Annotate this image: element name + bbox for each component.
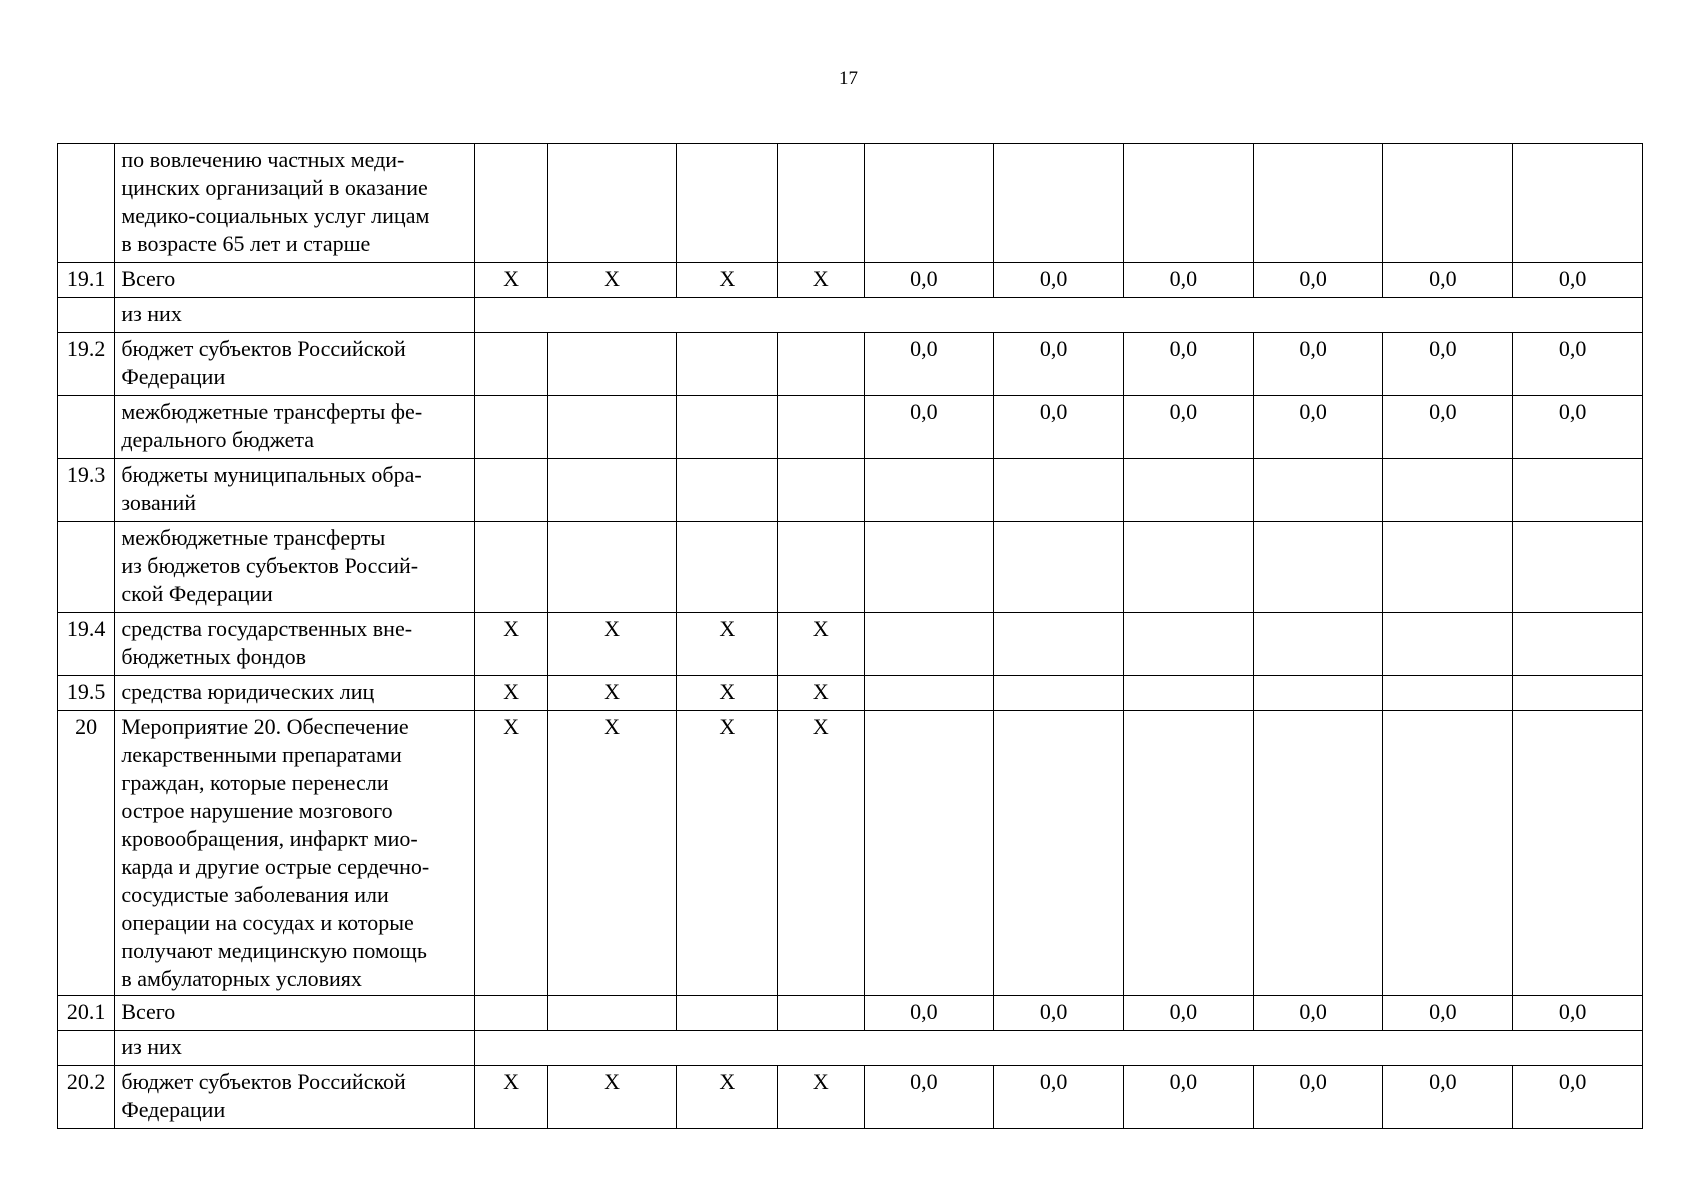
mark-cell: X	[475, 676, 547, 711]
value-cell	[1383, 144, 1513, 263]
mark-cell	[547, 522, 677, 613]
row-name-cell: по вовлечению частных меди- цинских организаций в оказание медико-социальных услуг лицам в возрасте 65 лет и старше	[115, 144, 475, 263]
table-row	[58, 396, 1643, 459]
mark-cell: X	[547, 676, 677, 711]
mark-cell	[677, 996, 778, 1031]
value-cell	[994, 144, 1124, 263]
table-row	[58, 1031, 1643, 1066]
mark-cell	[778, 333, 864, 396]
row-name-cell: средства юридических лиц	[115, 676, 475, 711]
row-number-cell: 20	[58, 711, 115, 996]
mark-cell	[547, 333, 677, 396]
value-cell: 0,0	[1124, 333, 1254, 396]
mark-cell: X	[778, 1066, 864, 1129]
value-cell	[994, 613, 1124, 676]
value-cell: 0,0	[994, 396, 1124, 459]
mark-cell: X	[547, 263, 677, 298]
mark-cell	[778, 459, 864, 522]
value-cell	[1513, 676, 1643, 711]
row-name-cell: из них	[115, 298, 475, 333]
mark-cell: X	[778, 613, 864, 676]
mark-cell	[677, 144, 778, 263]
page-number: 17	[839, 68, 858, 89]
row-name-cell: средства государственных вне- бюджетных фондов	[115, 613, 475, 676]
row-number-cell: 20.1	[58, 996, 115, 1031]
value-cell: 0,0	[994, 263, 1124, 298]
value-cell: 0,0	[994, 333, 1124, 396]
table-row	[58, 459, 1643, 522]
value-cell	[864, 613, 994, 676]
value-cell	[1513, 711, 1643, 996]
value-cell: 0,0	[1124, 1066, 1254, 1129]
value-cell	[1253, 613, 1383, 676]
value-cell: 0,0	[1513, 1066, 1643, 1129]
mark-cell	[778, 396, 864, 459]
value-cell	[1513, 459, 1643, 522]
value-cell	[1124, 459, 1254, 522]
row-number-cell: 19.2	[58, 333, 115, 396]
value-cell	[1383, 711, 1513, 996]
mark-cell: X	[547, 1066, 677, 1129]
mark-cell	[778, 144, 864, 263]
value-cell: 0,0	[994, 1066, 1124, 1129]
row-name-cell: Всего	[115, 263, 475, 298]
table-row	[58, 333, 1643, 396]
table-row	[58, 676, 1643, 711]
mark-cell: X	[475, 1066, 547, 1129]
value-cell: 0,0	[1513, 263, 1643, 298]
table-row	[58, 298, 1643, 333]
mark-cell	[677, 459, 778, 522]
mark-cell	[677, 333, 778, 396]
mark-cell	[547, 996, 677, 1031]
mark-cell: X	[547, 711, 677, 996]
mark-cell	[475, 522, 547, 613]
value-cell	[994, 676, 1124, 711]
value-cell	[1124, 613, 1254, 676]
row-number-cell: 19.5	[58, 676, 115, 711]
mark-cell: X	[677, 676, 778, 711]
value-cell	[1253, 711, 1383, 996]
mark-cell: X	[677, 1066, 778, 1129]
value-cell: 0,0	[1383, 263, 1513, 298]
mark-cell: X	[677, 613, 778, 676]
row-number-cell: 19.4	[58, 613, 115, 676]
row-name-cell: бюджеты муниципальных обра- зований	[115, 459, 475, 522]
value-cell: 0,0	[1253, 333, 1383, 396]
table-row	[58, 144, 1643, 263]
value-cell: 0,0	[1383, 396, 1513, 459]
value-cell	[994, 459, 1124, 522]
value-cell: 0,0	[1513, 996, 1643, 1031]
value-cell	[994, 522, 1124, 613]
row-name-cell: из них	[115, 1031, 475, 1066]
mark-cell: X	[475, 613, 547, 676]
value-cell: 0,0	[994, 996, 1124, 1031]
value-cell: 0,0	[864, 396, 994, 459]
mark-cell	[475, 459, 547, 522]
mark-cell	[475, 996, 547, 1031]
row-number-cell: 19.1	[58, 263, 115, 298]
value-cell	[864, 459, 994, 522]
table-row	[58, 996, 1643, 1031]
value-cell	[1124, 144, 1254, 263]
value-cell	[1124, 522, 1254, 613]
mark-cell: X	[475, 711, 547, 996]
value-cell	[864, 144, 994, 263]
mark-cell: X	[677, 711, 778, 996]
value-cell	[1253, 144, 1383, 263]
value-cell	[864, 711, 994, 996]
value-cell: 0,0	[1513, 396, 1643, 459]
row-name-cell: межбюджетные трансферты фе- дерального бюджета	[115, 396, 475, 459]
mark-cell: X	[547, 613, 677, 676]
value-cell: 0,0	[1124, 263, 1254, 298]
row-name-cell: Всего	[115, 996, 475, 1031]
mark-cell	[475, 333, 547, 396]
mark-cell	[677, 396, 778, 459]
value-cell: 0,0	[1253, 996, 1383, 1031]
table-row	[58, 522, 1643, 613]
value-cell	[1383, 613, 1513, 676]
value-cell: 0,0	[1513, 333, 1643, 396]
mark-cell: X	[778, 676, 864, 711]
value-cell: 0,0	[1253, 396, 1383, 459]
row-number-cell: 19.3	[58, 459, 115, 522]
mark-cell	[547, 396, 677, 459]
merged-empty-cell	[475, 1031, 1643, 1066]
value-cell: 0,0	[864, 333, 994, 396]
value-cell: 0,0	[1383, 333, 1513, 396]
row-number-cell	[58, 1031, 115, 1066]
value-cell: 0,0	[1124, 996, 1254, 1031]
mark-cell	[778, 522, 864, 613]
row-number-cell	[58, 298, 115, 333]
row-name-cell: межбюджетные трансферты из бюджетов субъектов Россий- ской Федерации	[115, 522, 475, 613]
value-cell: 0,0	[1124, 396, 1254, 459]
value-cell	[1383, 459, 1513, 522]
mark-cell	[547, 144, 677, 263]
row-number-cell	[58, 144, 115, 263]
row-number-cell	[58, 522, 115, 613]
value-cell	[864, 676, 994, 711]
value-cell	[1253, 522, 1383, 613]
value-cell	[1513, 522, 1643, 613]
value-cell: 0,0	[864, 1066, 994, 1129]
value-cell: 0,0	[864, 996, 994, 1031]
value-cell: 0,0	[1253, 263, 1383, 298]
value-cell: 0,0	[1383, 996, 1513, 1031]
merged-empty-cell	[475, 298, 1643, 333]
budget-table	[57, 143, 1643, 1129]
mark-cell	[475, 144, 547, 263]
row-number-cell	[58, 396, 115, 459]
value-cell	[1124, 711, 1254, 996]
table-row	[58, 613, 1643, 676]
mark-cell: X	[778, 263, 864, 298]
row-name-cell: Мероприятие 20. Обеспечение лекарственными препаратами граждан, которые перенесли острое нарушение мозгового кровообращения, инфаркт мио- карда и другие острые сердечно- сосудистые заболевания или операции на сосудах и которые получают медицинскую помощь в амбулаторных условиях	[115, 711, 475, 996]
table-row	[58, 711, 1643, 996]
value-cell	[1124, 676, 1254, 711]
mark-cell	[475, 396, 547, 459]
value-cell: 0,0	[1383, 1066, 1513, 1129]
row-name-cell: бюджет субъектов Российской Федерации	[115, 1066, 475, 1129]
table-row	[58, 263, 1643, 298]
value-cell	[1383, 676, 1513, 711]
value-cell: 0,0	[1253, 1066, 1383, 1129]
mark-cell: X	[475, 263, 547, 298]
table-row	[58, 1066, 1643, 1129]
value-cell: 0,0	[864, 263, 994, 298]
mark-cell	[778, 996, 864, 1031]
value-cell	[994, 711, 1124, 996]
value-cell	[864, 522, 994, 613]
mark-cell	[677, 522, 778, 613]
value-cell	[1513, 613, 1643, 676]
row-name-cell: бюджет субъектов Российской Федерации	[115, 333, 475, 396]
value-cell	[1253, 676, 1383, 711]
table-body	[58, 144, 1643, 1129]
value-cell	[1513, 144, 1643, 263]
value-cell	[1383, 522, 1513, 613]
value-cell	[1253, 459, 1383, 522]
mark-cell: X	[677, 263, 778, 298]
mark-cell: X	[778, 711, 864, 996]
row-number-cell: 20.2	[58, 1066, 115, 1129]
mark-cell	[547, 459, 677, 522]
